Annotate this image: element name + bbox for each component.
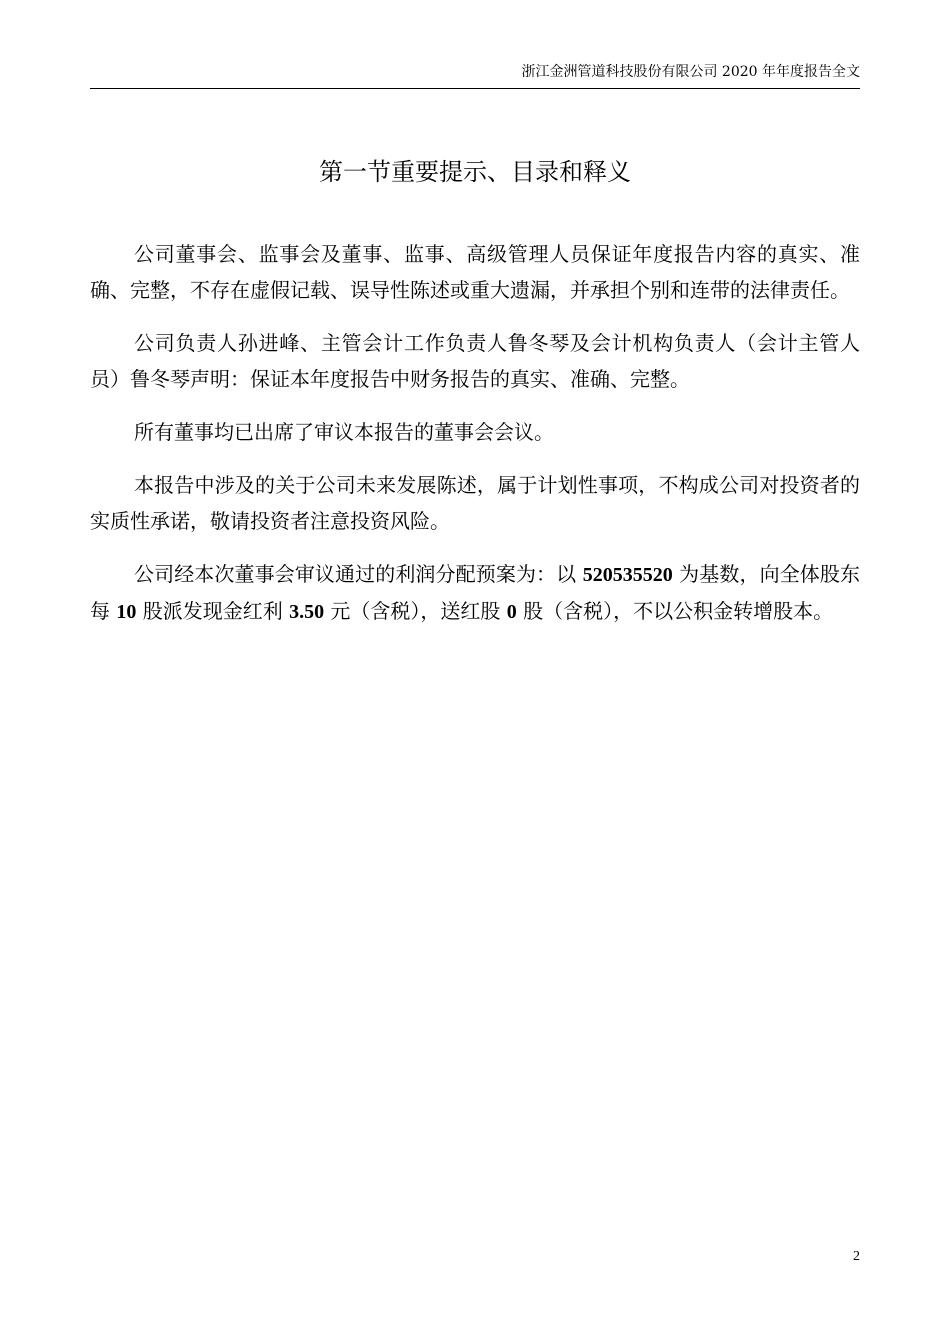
profit-text-4: 元（含税），送红股	[324, 599, 507, 623]
profit-text-5: 股（含税），不以公积金转增股本。	[516, 599, 834, 623]
cash-dividend-value: 3.50	[289, 601, 325, 623]
profit-text-2: 为基数，向全体股东每	[90, 562, 860, 623]
paragraph-responsibility: 公司董事会、监事会及董事、监事、高级管理人员保证年度报告内容的真实、准确、完整，不存在虚假记载、误导性陈述或重大遗漏，并承担个别和连带的法律责任。	[90, 242, 860, 302]
profit-text-3: 股派发现金红利	[136, 599, 290, 623]
bonus-shares-value: 0	[506, 601, 517, 623]
paragraph-board-attendance: 所有董事均已出席了审议本报告的董事会会议。	[134, 420, 554, 444]
paragraph-profit-distribution	[90, 556, 860, 630]
document-body	[90, 236, 860, 647]
page-number: 2	[853, 1249, 860, 1264]
per-shares-value: 10	[116, 601, 137, 623]
profit-text-1: 公司经本次董事会审议通过的利润分配预案为：以	[134, 562, 583, 586]
header-rule	[90, 88, 860, 89]
running-header: 浙江金洲管道科技股份有限公司 2020 年年度报告全文	[521, 64, 860, 80]
base-shares-value: 520535520	[582, 564, 673, 586]
paragraph-forward-looking: 本报告中涉及的关于公司未来发展陈述，属于计划性事项，不构成公司对投资者的实质性承诺，敬请投资者注意投资风险。	[90, 473, 860, 533]
paragraph-accounting-statement: 公司负责人孙进峰、主管会计工作负责人鲁冬琴及会计机构负责人（会计主管人员）鲁冬琴声明：保证本年度报告中财务报告的真实、准确、完整。	[90, 331, 860, 391]
section-title: 第一节重要提示、目录和释义	[319, 158, 631, 186]
